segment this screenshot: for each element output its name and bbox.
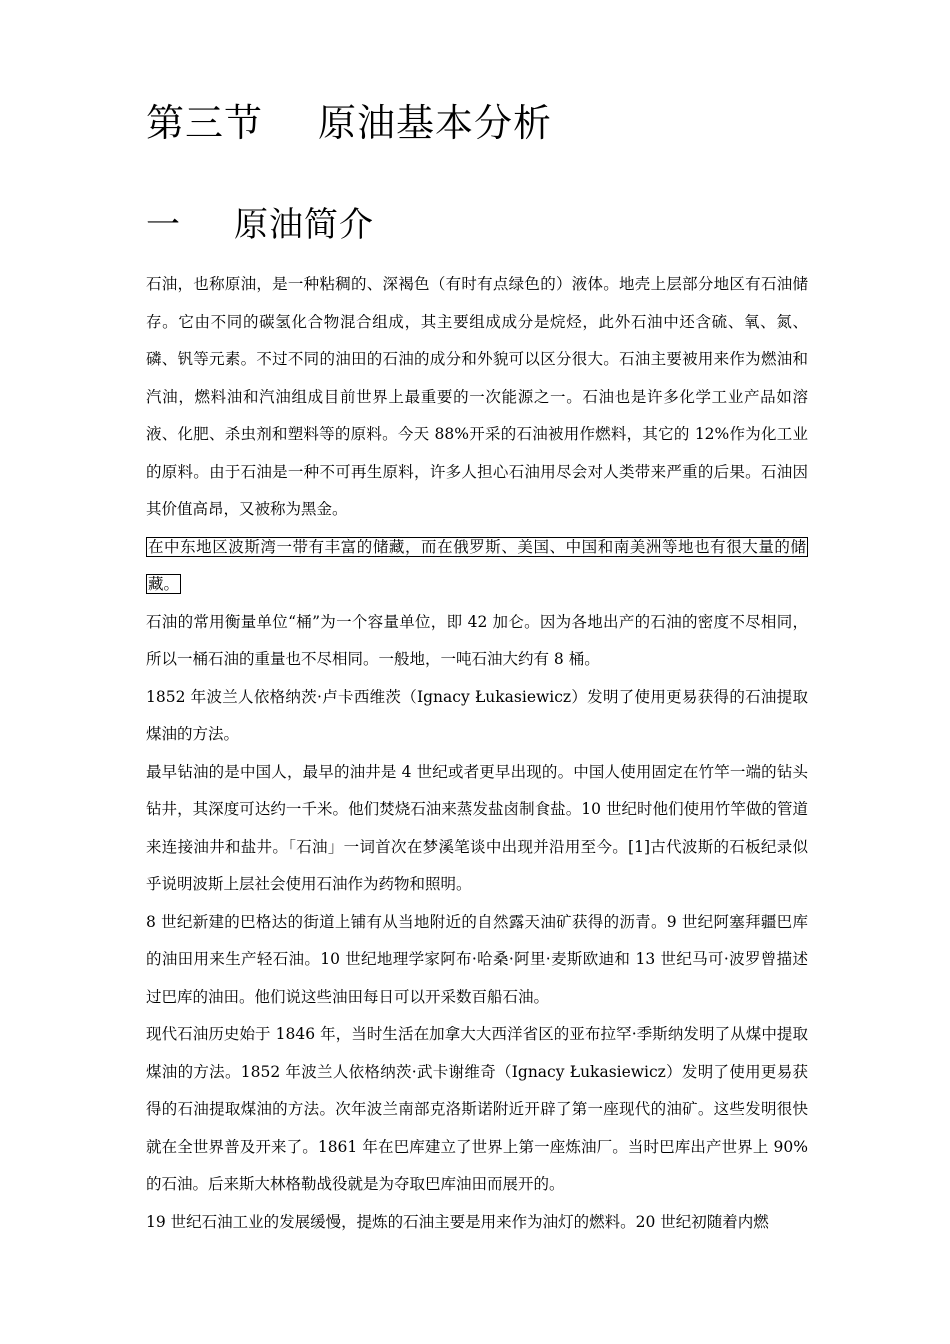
boxed-paragraph <box>146 529 808 604</box>
paragraph: 现代石油历史始于 1846 年，当时生活在加拿大大西洋省区的亚布拉罕·季斯纳发明了从煤中提取煤油的方法。1852 年波兰人依格纳茨·武卡谢维奇（Ignacy Łukasiewicz）发明了使用更易获得的石油提取煤油的方法。次年波兰南部克洛斯诺附近开辟了第一座现代的油矿。这些发明很快就在全世界普及开来了。1861 年在巴库建立了世界上第一座炼油厂。当时巴库出产世界上 90%的石油。后来斯大林格勒战役就是为夺取巴库油田而展开的。 <box>146 1025 808 1193</box>
paragraph: 1852 年波兰人依格纳茨·卢卡西维茨（Ignacy Łukasiewicz）发明了使用更易获得的石油提取煤油的方法。 <box>146 687 808 743</box>
paragraph: 最早钻油的是中国人，最早的油井是 4 世纪或者更早出现的。中国人使用固定在竹竿一端的钻头钻井，其深度可达约一千米。他们焚烧石油来蒸发盐卤制食盐。10 世纪时他们使用竹竿做的管道来连接油井和盐井。「石油」一词首次在梦溪笔谈中出现并沿用至今。[1]古代波斯的石板纪录似乎说明波斯上层社会使用石油作为药物和照明。 <box>146 762 808 893</box>
paragraph: 19 世纪石油工业的发展缓慢，提炼的石油主要是用来作为油灯的燃料。20 世纪初随着内燃 <box>146 1212 769 1231</box>
section-heading <box>146 98 552 148</box>
paragraph: 8 世纪新建的巴格达的街道上铺有从当地附近的自然露天油矿获得的沥青。9 世纪阿塞拜疆巴库的油田用来生产轻石油。10 世纪地理学家阿布·哈桑·阿里·麦斯欧迪和 13 世纪马可·波罗曾描述过巴库的油田。他们说这些油田每日可以开采数百船石油。 <box>146 912 808 1006</box>
boxed-text: 在中东地区波斯湾一带有丰富的储藏，而在俄罗斯、美国、中国和南美洲等地也有很大量的储藏。 <box>148 537 806 593</box>
section-number: 第三节 <box>146 101 264 145</box>
body-text <box>146 266 808 1241</box>
section-title: 原油基本分析 <box>318 101 553 145</box>
subsection-title: 原油简介 <box>234 205 374 245</box>
subsection-heading <box>146 200 374 250</box>
subsection-number: 一 <box>146 205 181 245</box>
paragraph: 石油的常用衡量单位“桶”为一个容量单位，即 42 加仑。因为各地出产的石油的密度不尽相同，所以一桶石油的重量也不尽相同。一般地，一吨石油大约有 8 桶。 <box>146 612 808 668</box>
paragraph: 石油，也称原油，是一种粘稠的、深褐色（有时有点绿色的）液体。地壳上层部分地区有石油储存。它由不同的碳氢化合物混合组成，其主要组成成分是烷烃，此外石油中还含硫、氧、氮、磷、钒等元素。不过不同的油田的石油的成分和外貌可以区分很大。石油主要被用来作为燃油和汽油，燃料油和汽油组成目前世界上最重要的一次能源之一。石油也是许多化学工业产品如溶液、化肥、杀虫剂和塑料等的原料。今天 88%开采的石油被用作燃料，其它的 12%作为化工业的原料。由于石油是一种不可再生原料，许多人担心石油用尽会对人类带来严重的后果。石油因其价值高昂，又被称为黑金。 <box>146 275 808 518</box>
